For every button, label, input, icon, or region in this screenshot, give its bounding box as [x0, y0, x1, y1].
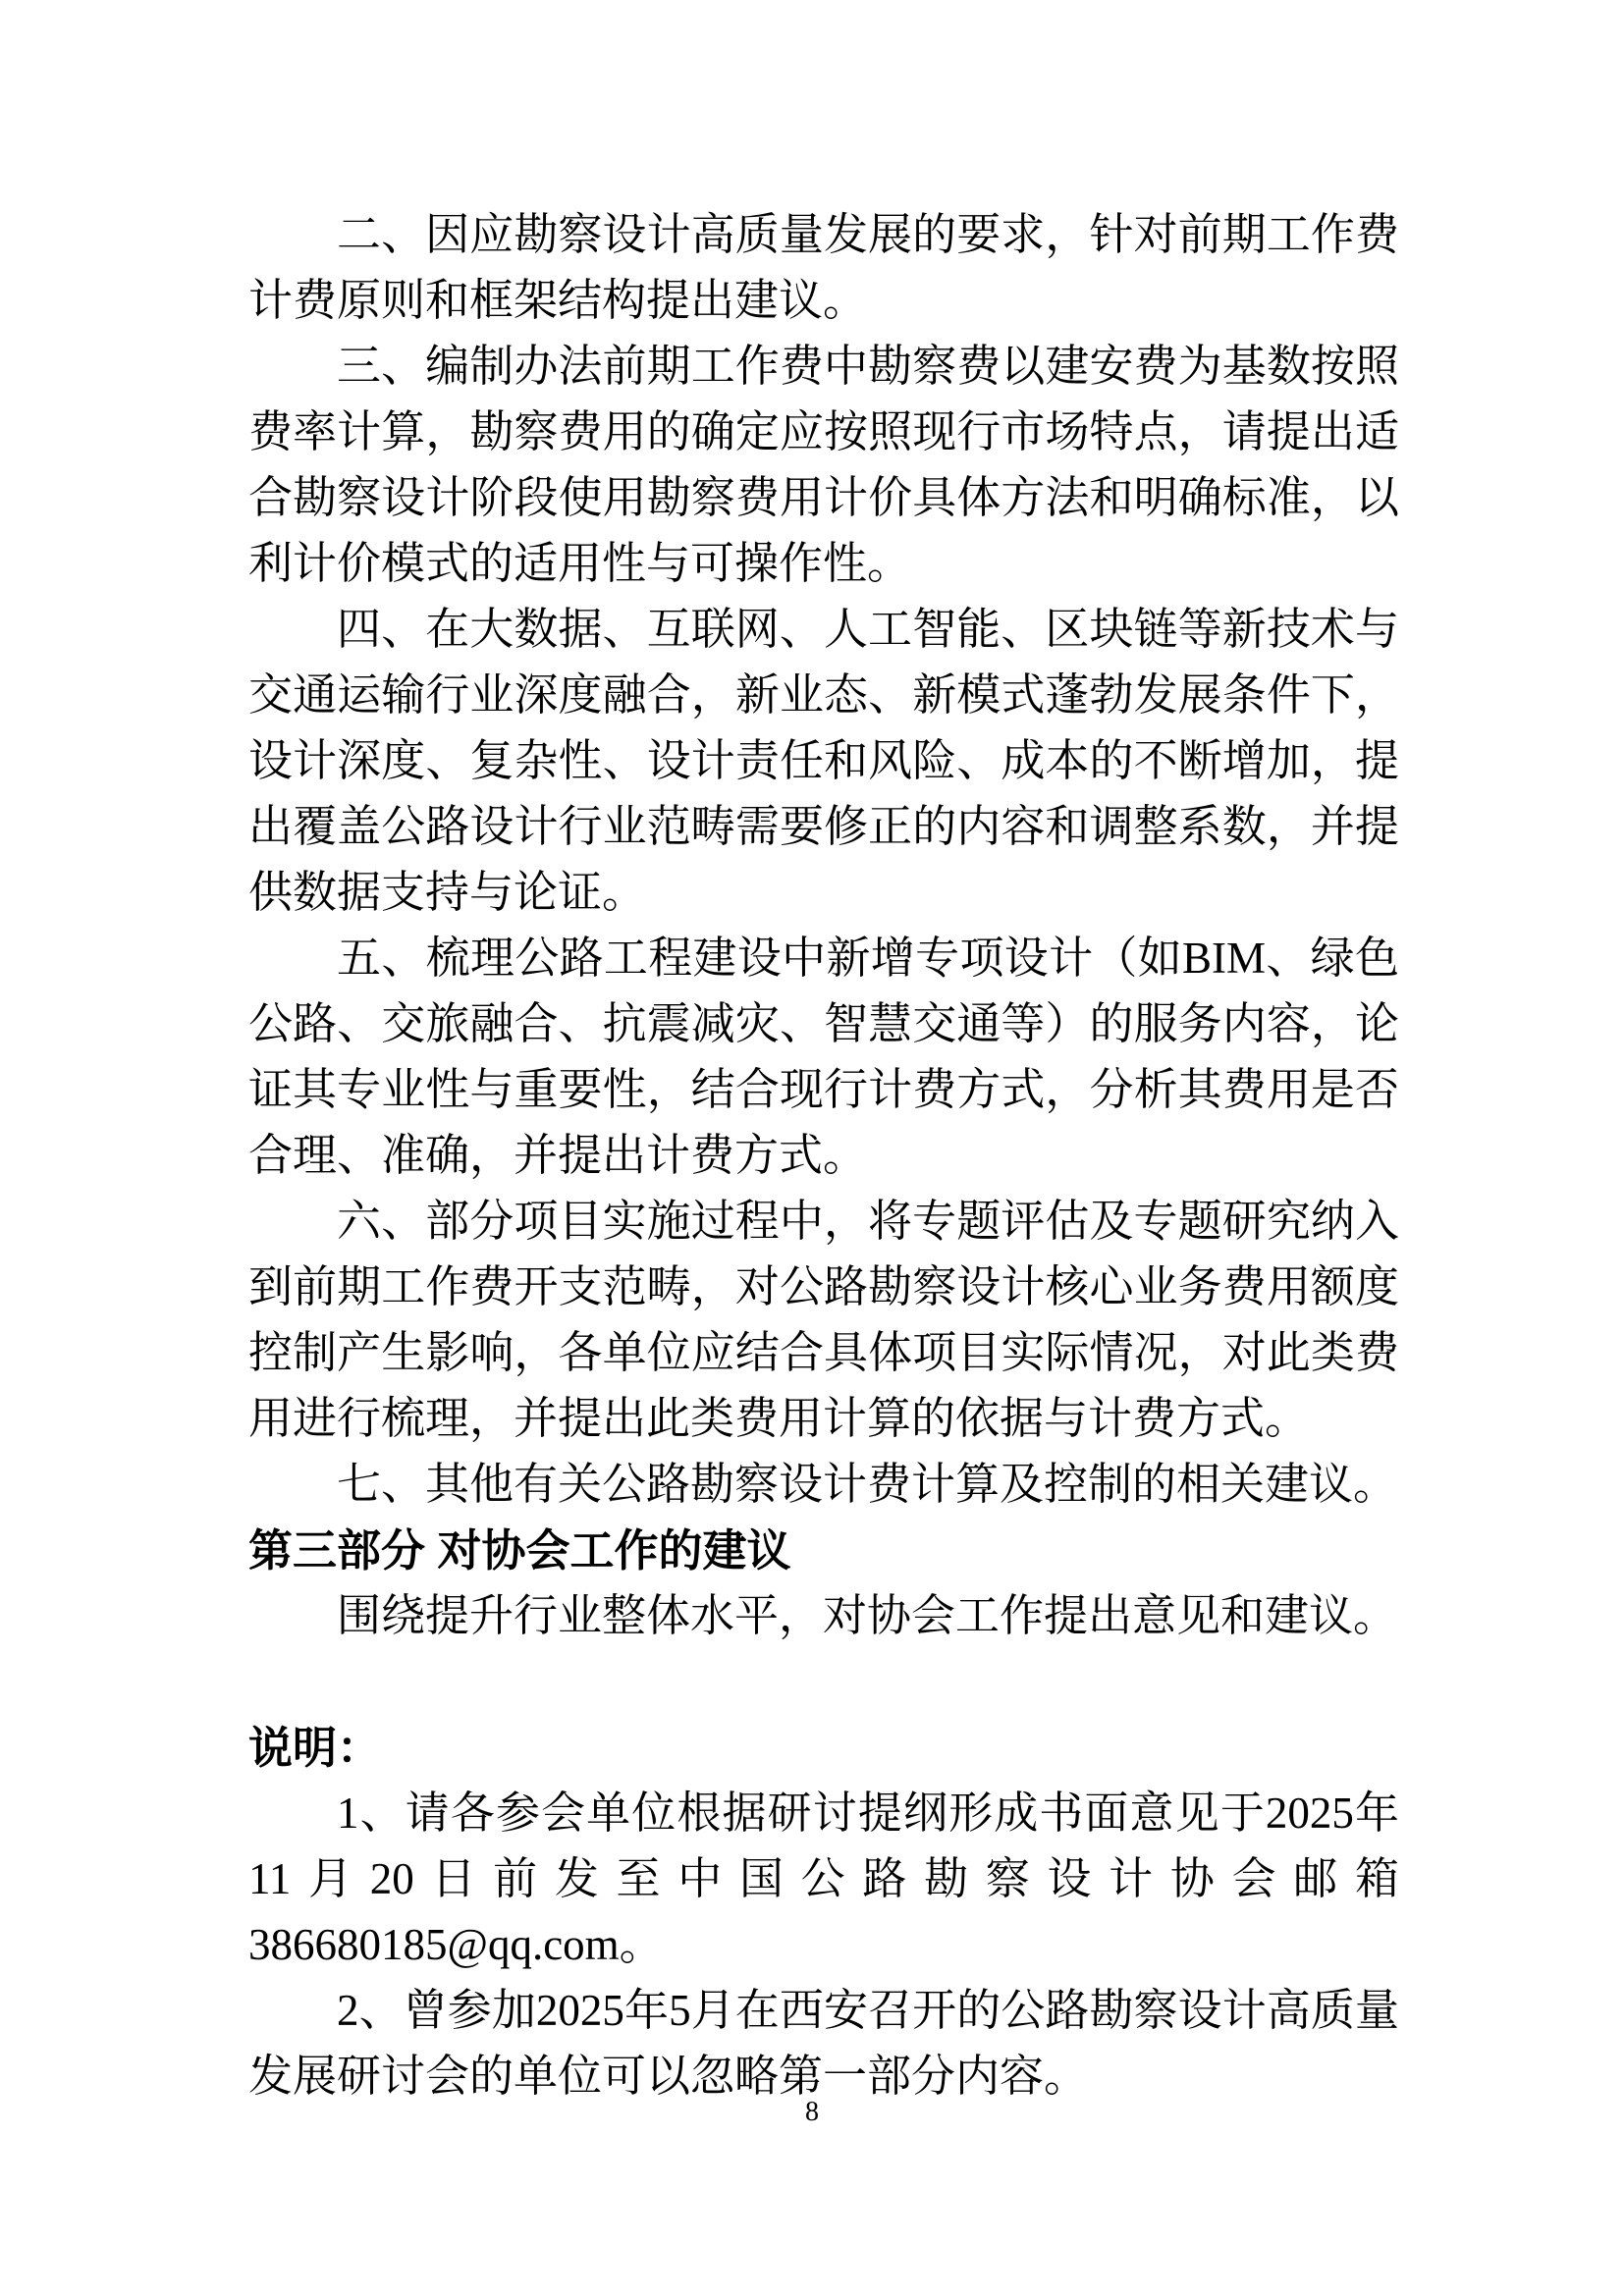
note-1-paragraph: 1、请各参会单位根据研讨提纲形成书面意见于2025年11月20日前发至中国公路勘察设计协会邮箱386680185@qq.com。: [248, 1789, 1399, 1969]
page-number: 8: [805, 2097, 819, 2127]
item-7-paragraph: 七、其他有关公路勘察设计费计算及控制的相关建议。: [337, 1460, 1398, 1509]
item-2-paragraph: 二、因应勘察设计高质量发展的要求，针对前期工作费计费原则和框架结构提出建议。: [248, 210, 1399, 325]
item-5-paragraph: 五、梳理公路工程建设中新增专项设计（如BIM、绿色公路、交旅融合、抗震减灾、智慧交通等）的服务内容，论证其专业性与重要性，结合现行计费方式，分析其费用是否合理、准确，并提出计费方式。: [248, 934, 1399, 1180]
note-2-paragraph: 2、曾参加2025年5月在西安召开的公路勘察设计高质量发展研讨会的单位可以忽略第一部分内容。: [248, 1986, 1399, 2101]
section-3-heading: 第三部分 对协会工作的建议: [248, 1525, 791, 1575]
item-4-paragraph: 四、在大数据、互联网、人工智能、区块链等新技术与交通运输行业深度融合，新业态、新模式蓬勃发展条件下，设计深度、复杂性、设计责任和风险、成本的不断增加，提出覆盖公路设计行业范畴需要修正的内容和调整系数，并提供数据支持与论证。: [248, 605, 1399, 917]
item-3-paragraph: 三、编制办法前期工作费中勘察费以建安费为基数按照费率计算，勘察费用的确定应按照现行市场特点，请提出适合勘察设计阶段使用勘察费用计价具体方法和明确标准，以利计价模式的适用性与可操作性。: [248, 342, 1399, 588]
section-3-paragraph: 围绕提升行业整体水平，对协会工作提出意见和建议。: [337, 1591, 1398, 1640]
notes-heading: 说明：: [248, 1723, 382, 1773]
item-6-paragraph: 六、部分项目实施过程中，将专题评估及专题研究纳入到前期工作费开支范畴，对公路勘察设计核心业务费用额度控制产生影响，各单位应结合具体项目实际情况，对此类费用进行梳理，并提出此类费用计算的依据与计费方式。: [248, 1197, 1399, 1443]
document-body: [248, 202, 1399, 2109]
